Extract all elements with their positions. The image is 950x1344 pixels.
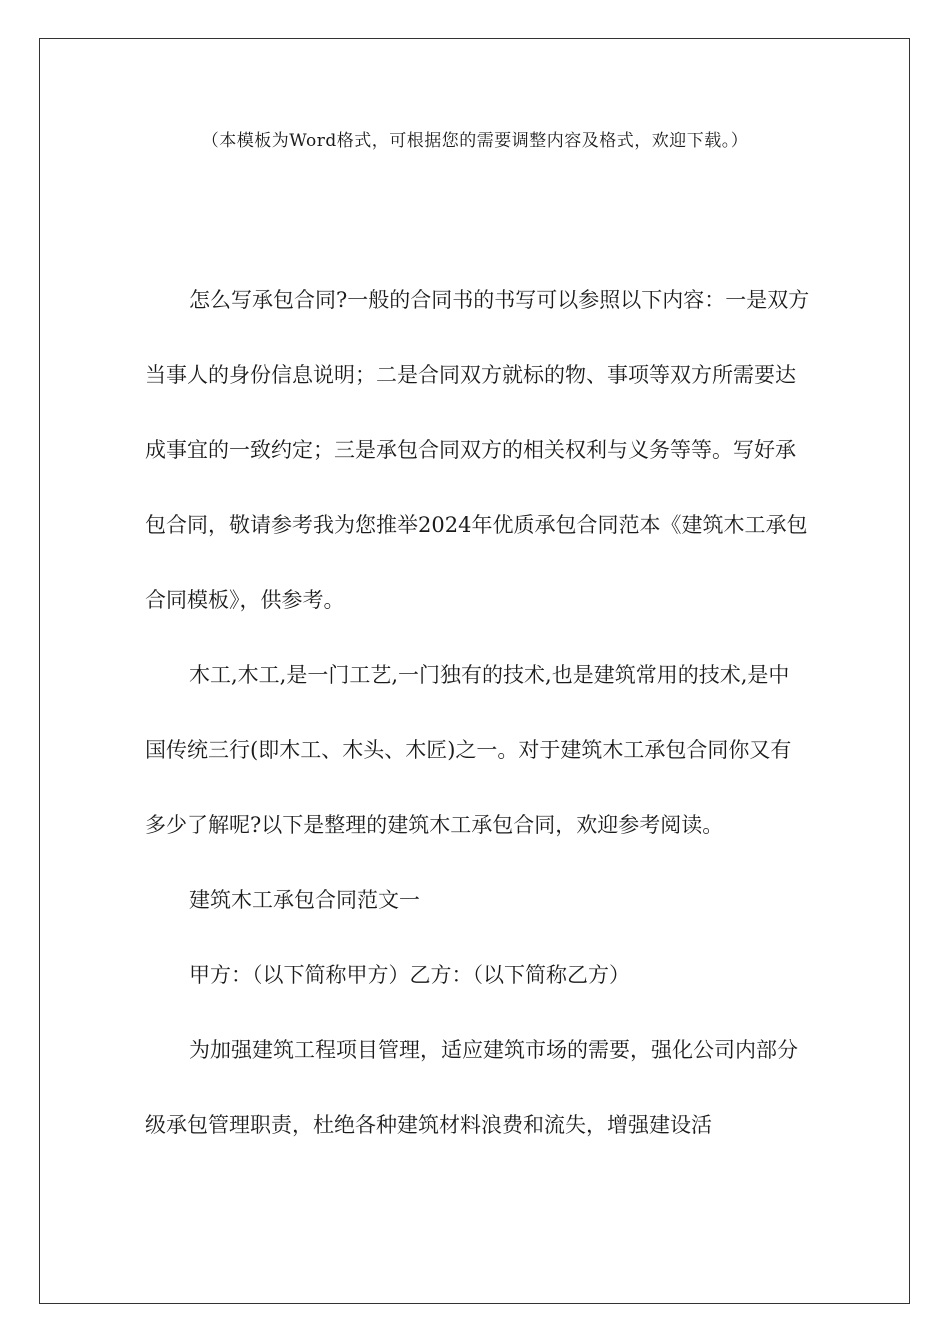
template-note: （本模板为Word格式，可根据您的需要调整内容及格式，欢迎下载。） [201, 131, 749, 151]
carpentry-paragraph: 木工,木工,是一门工艺,一门独有的技术,也是建筑常用的技术,是中国传统三行(即木工、木头、木匠)之一。对于建筑木工承包合同你又有多少了解呢?以下是整理的建筑木工承包合同，欢迎参考阅读。 [145, 663, 792, 837]
parties-line: 甲方：（以下简称甲方）乙方：（以下简称乙方） [189, 963, 630, 987]
document-body [145, 263, 810, 1163]
contract-purpose-paragraph: 为加强建筑工程项目管理，适应建筑市场的需要，强化公司内部分级承包管理职责，杜绝各种建筑材料浪费和流失，增强建设活 [145, 1038, 798, 1137]
intro-paragraph: 怎么写承包合同?一般的合同书的书写可以参照以下内容：一是双方当事人的身份信息说明；二是合同双方就标的物、事项等双方所需要达成事宜的一致约定；三是承包合同双方的相关权利与义务等等。写好承包合同，敬请参考我为您推举2024年优质承包合同范本《建筑木工承包合同模板》，供参考。 [145, 288, 810, 612]
section-heading: 建筑木工承包合同范文一 [189, 888, 420, 912]
